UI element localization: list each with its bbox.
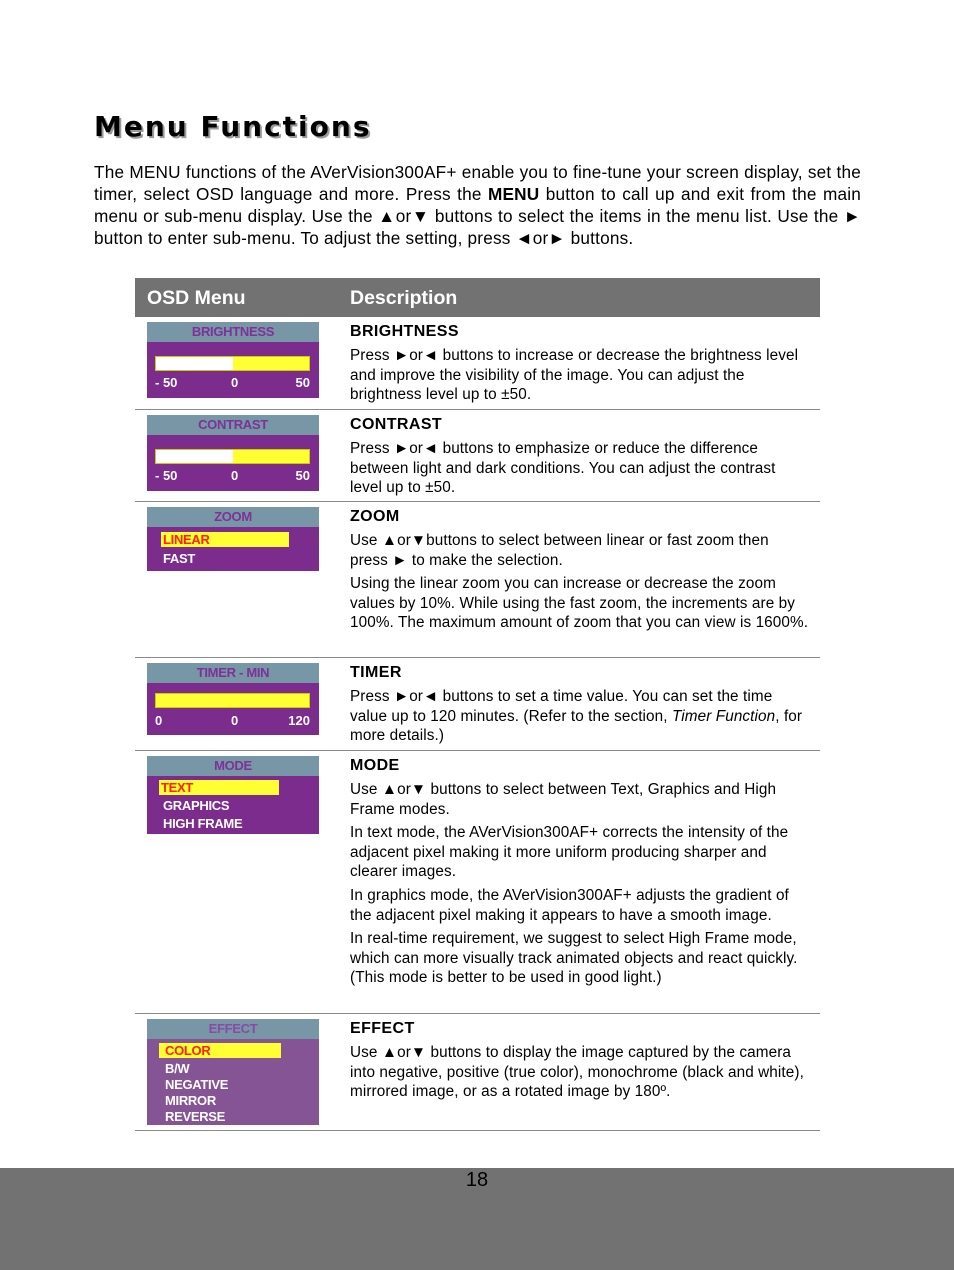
- osd-mode-panel: [147, 756, 319, 834]
- table-row-brightness: [135, 317, 820, 410]
- brightness-slider-fill: [156, 357, 233, 370]
- mode-option-text: TEXT: [159, 780, 279, 795]
- contrast-scale-max: 50: [295, 468, 310, 483]
- effect-option-color: COLOR: [159, 1043, 281, 1058]
- table-header: [135, 278, 820, 317]
- brightness-heading: BRIGHTNESS: [350, 323, 459, 340]
- zoom-option-fast: FAST: [163, 551, 196, 566]
- osd-effect-title: EFFECT: [147, 1019, 319, 1039]
- effect-option-mirror: MIRROR: [165, 1093, 216, 1108]
- effect-option-reverse: REVERSE: [165, 1109, 226, 1124]
- page-number: 18: [465, 1169, 489, 1191]
- timer-description: [350, 663, 810, 750]
- contrast-slider: [155, 449, 310, 464]
- table-row-timer: [135, 658, 820, 751]
- mode-text-4: In real-time requirement, we suggest to select High Frame mode, which can more visually track animated objects and react quickly. (This mode is better to be used in good light.): [350, 930, 798, 987]
- osd-timer-title: TIMER - MIN: [147, 663, 319, 683]
- contrast-slider-fill: [156, 450, 233, 463]
- mode-option-graphics: GRAPHICS: [163, 798, 230, 813]
- mode-text-3: In graphics mode, the AVerVision300AF+ adjusts the gradient of the adjacent pixel making it appears to have a smooth image.: [350, 886, 789, 924]
- brightness-scale-max: 50: [295, 375, 310, 390]
- osd-timer-panel: [147, 663, 319, 735]
- brightness-description: [350, 322, 810, 409]
- osd-zoom-title: ZOOM: [147, 507, 319, 527]
- osd-zoom-panel: [147, 507, 319, 571]
- table-row-contrast: [135, 410, 820, 502]
- osd-contrast-panel: [147, 415, 319, 491]
- contrast-text: Press ►or◄ buttons to emphasize or reduce the difference between light and dark conditions. You can adjust the contrast level up to ±50.: [350, 440, 776, 497]
- contrast-description: [350, 415, 810, 502]
- effect-heading: EFFECT: [350, 1020, 415, 1037]
- zoom-text-2: Using the linear zoom you can increase or decrease the zoom values by 10%. While using the fast zoom, the increments are by 100%. The maximum amount of zoom that you can view is 1600%.: [350, 575, 809, 632]
- effect-description: [350, 1019, 810, 1106]
- zoom-text-1: Use ▲or▼buttons to select between linear or fast zoom then press ► to make the selection.: [350, 532, 769, 569]
- brightness-text: Press ►or◄ buttons to increase or decrease the brightness level and improve the visibility of the image. You can adjust the brightness level up to ±50.: [350, 347, 799, 404]
- effect-text: Use ▲or▼ buttons to display the image captured by the camera into negative, positive (true color), monochrome (black and white), mirrored image, or as a rotated image by 180º.: [350, 1044, 804, 1101]
- mode-heading: MODE: [350, 757, 400, 774]
- osd-brightness-panel: [147, 322, 319, 398]
- mode-text-2: In text mode, the AVerVision300AF+ corrects the intensity of the adjacent pixel making it more uniform producing sharper and clearer images.: [350, 824, 789, 881]
- mode-description: [350, 756, 810, 992]
- table-row-effect: [135, 1014, 820, 1131]
- header-osd-menu: OSD Menu: [147, 287, 246, 309]
- zoom-description: [350, 507, 810, 637]
- intro-text: The MENU functions of the AVerVision300AF+ enable you to fine-tune your screen display, set the timer, select OSD language and more. Press the: [94, 162, 861, 204]
- osd-brightness-title: BRIGHTNESS: [147, 322, 319, 342]
- brightness-scale-mid: 0: [231, 375, 239, 390]
- intro-paragraph: [94, 161, 861, 249]
- table-row-mode: [135, 751, 820, 1014]
- mode-text-1: Use ▲or▼ buttons to select between Text, Graphics and High Frame modes.: [350, 781, 777, 818]
- intro-menu-keyword: MENU: [488, 184, 540, 204]
- timer-text: [350, 687, 810, 746]
- osd-contrast-body: [147, 435, 319, 491]
- intro-text-continued: button to call up and exit from the main menu or sub-menu display. Use the ▲or▼ buttons to select the items in the menu list. Use the ► button to enter sub-menu. To adjust the setting, press ◄or► buttons.: [94, 184, 861, 248]
- osd-contrast-title: CONTRAST: [147, 415, 319, 435]
- timer-function-reference: Timer Function: [671, 707, 776, 725]
- osd-menu-table: [135, 278, 820, 1131]
- contrast-heading: CONTRAST: [350, 416, 443, 433]
- osd-timer-body: [147, 683, 319, 735]
- osd-effect-body: [147, 1039, 319, 1125]
- page-title: Menu Functions: [94, 110, 372, 143]
- osd-brightness-body: [147, 342, 319, 398]
- osd-zoom-body: [147, 527, 319, 571]
- header-description: Description: [350, 287, 458, 309]
- contrast-scale-mid: 0: [231, 468, 239, 483]
- timer-slider: [155, 693, 310, 708]
- osd-effect-panel: [147, 1019, 319, 1125]
- zoom-heading: ZOOM: [350, 508, 400, 525]
- timer-heading: TIMER: [350, 664, 402, 681]
- osd-mode-title: MODE: [147, 756, 319, 776]
- timer-text-pre: Press ►or◄ buttons to set a time value. You can set the time value up to 120 minutes. (Refer to the section,: [350, 688, 773, 725]
- osd-mode-body: [147, 776, 319, 834]
- timer-text-post: , for more details.): [350, 707, 803, 745]
- effect-option-negative: NEGATIVE: [165, 1077, 229, 1092]
- table-row-zoom: [135, 502, 820, 658]
- mode-option-high-frame: HIGH FRAME: [163, 816, 243, 831]
- effect-option-bw: B/W: [165, 1061, 190, 1076]
- timer-scale-max: 120: [288, 713, 310, 728]
- brightness-slider: [155, 356, 310, 371]
- timer-scale-min: 0: [155, 713, 163, 728]
- brightness-scale-min: - 50: [155, 375, 178, 390]
- contrast-scale-min: - 50: [155, 468, 178, 483]
- zoom-option-linear: LINEAR: [161, 532, 289, 547]
- timer-scale-mid: 0: [231, 713, 239, 728]
